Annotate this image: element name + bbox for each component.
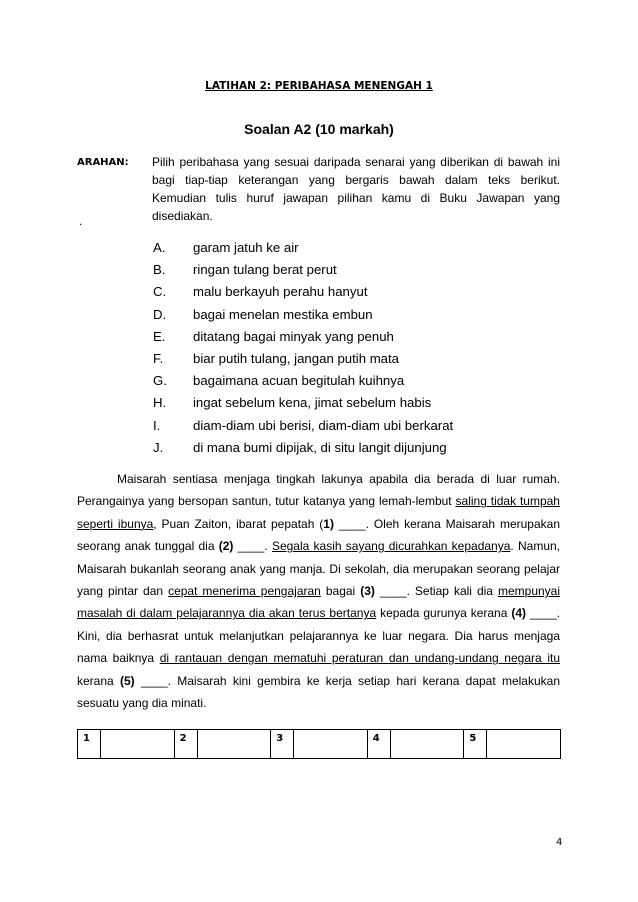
blank-number-5: (5) [119,673,135,688]
option-letter: C. [153,284,167,300]
answer-cell-1[interactable] [101,730,175,759]
option-letter: J. [153,439,164,455]
passage-text: kepada gurunya kerana [376,606,512,621]
option-text: diam-diam ubi berisi, diam-diam ubi berkarat [193,417,454,433]
option-text: biar putih tulang, jangan putih mata [193,350,400,366]
blank-number-3: (3) [360,584,375,599]
passage-text: ____. Oleh kerana Maisarah merupakan seorang anak tunggal dia [77,516,560,554]
option-text: malu berkayuh perahu hanyut [193,284,368,300]
option-letter: G. [153,373,167,389]
option-text: ringan tulang berat perut [193,262,337,278]
option-letter: H. [153,395,167,411]
passage-text: , Puan Zaiton, ibarat pepatah ( [153,516,324,531]
instructions-text: Pilih peribahasa yang sesuai daripada senarai yang diberikan di bawah ini bagi tiap-tiap keterangan yang bergaris bawah dalam teks berikut. Kemudian tulis huruf jawapan pilihan kamu di Buku Jawapan yang disediakan. [152,155,560,223]
option-d [153,307,453,329]
answer-number-1: 1 [78,730,101,759]
passage-text: ____. Maisarah kini gembira ke kerja setiap hari kerana dapat melakukan sesuatu yang dia minati. [77,673,560,711]
option-text: bagaimana acuan begitulah kuihnya [193,373,405,389]
answer-number-2: 2 [174,730,197,759]
option-f [153,351,453,373]
underlined-phrase-5: di rantauan dengan mematuhi peraturan dan undang-undang negara itu [159,651,560,666]
option-text: garam jatuh ke air [193,240,299,255]
option-h [153,395,453,417]
passage-text: Maisarah sentiasa menjaga tingkah lakunya apabila dia berada di luar rumah. Perangainya yang bersopan santun, tutur katanya yang lemah-lembut [77,472,560,509]
blank-number-1: 1) [323,516,334,531]
blank-number-4: (4) [511,606,527,621]
instructions-label: ARAHAN: [77,157,129,168]
passage [77,468,560,714]
option-text: bagai menelan mestika embun [193,306,373,322]
answer-cell-3[interactable] [294,730,368,759]
answer-cell-4[interactable] [390,730,464,759]
option-text: ingat sebelum kena, jimat sebelum habis [193,395,432,411]
underlined-phrase-4: mempunyai masalah di dalam pelajarannya dia akan terus bertanya [77,584,561,621]
option-j [153,440,453,462]
passage-text: bagai [320,584,361,599]
passage-paragraph [77,468,560,714]
option-e [153,329,453,351]
option-text: ditatang bagai minyak yang penuh [193,328,394,344]
page-number: 4 [556,837,563,848]
option-letter: F. [153,350,164,366]
option-letter: I. [153,417,161,433]
blank-number-2: (2) [218,539,234,554]
passage-text: kerana [77,673,120,688]
option-text: di mana bumi dipijak, di situ langit dijunjung [193,439,447,455]
option-letter: E. [153,328,166,344]
answer-number-4: 4 [367,730,390,759]
answer-number-3: 3 [271,730,294,759]
option-b [153,262,453,284]
answer-row [78,730,561,759]
worksheet-title: LATIHAN 2: PERIBAHASA MENENGAH 1 [205,80,433,92]
underlined-phrase-3: cepat menerima pengajaran [168,584,321,599]
option-letter: D. [153,306,167,322]
option-letter: B. [153,262,166,278]
option-c [153,284,453,306]
passage-text: . Namun, Maisarah bukanlah seorang anak yang manja. Di sekolah, dia merupakan seorang pelajar yang pintar dan [77,539,560,599]
option-a [153,240,453,262]
answer-cell-2[interactable] [197,730,271,759]
stray-dot: . [79,214,83,228]
answer-cell-5[interactable] [487,730,561,759]
question-heading: Soalan A2 (10 markah) [244,121,394,137]
answer-number-5: 5 [464,730,487,759]
proverb-options-list [153,240,453,462]
passage-text: ____. [233,539,272,554]
underlined-phrase-2: Segala kasih sayang dicurahkan kepadanya [271,539,511,554]
option-i [153,418,453,440]
answer-table [77,729,561,759]
option-g [153,373,453,395]
option-letter: A. [153,240,166,255]
passage-text: ____. Setiap kali dia [374,584,498,599]
passage-text: ____. Kini, dia berhasrat untuk melanjutkan pelajarannya ke luar negara. Dia harus menjaga nama baiknya [77,606,560,666]
underlined-phrase-1: saling tidak tumpah seperti ibunya [77,494,560,531]
